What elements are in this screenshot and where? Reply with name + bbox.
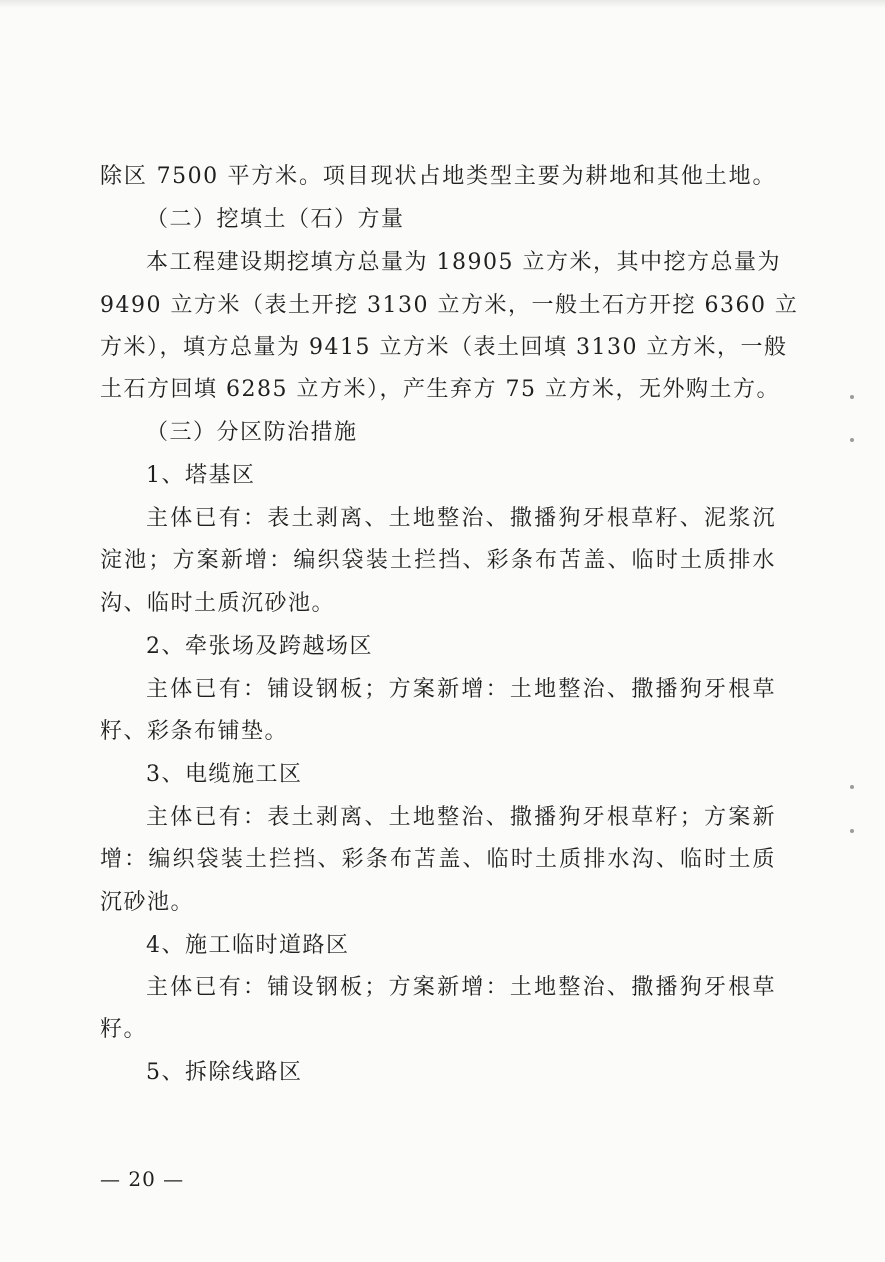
paragraph-line: 淀池；方案新增：编织袋装土拦挡、彩条布苫盖、临时土质排水: [100, 548, 776, 573]
subsection-heading: 1、塔基区: [146, 463, 256, 488]
scan-speck: [850, 829, 854, 833]
paragraph-line: 沟、临时土质沉砂池。: [100, 591, 336, 616]
paragraph-line: 除区 7500 平方米。项目现状占地类型主要为耕地和其他土地。: [100, 164, 776, 189]
scan-speck: [850, 785, 854, 789]
paragraph-line: 方米），填方总量为 9415 立方米（表土回填 3130 立方米，一般: [100, 335, 788, 360]
paragraph-line: 主体已有：表土剥离、土地整治、撒播狗牙根草籽；方案新: [146, 805, 776, 830]
subsection-heading: 4、施工临时道路区: [146, 933, 350, 958]
subsection-heading: 5、拆除线路区: [146, 1060, 303, 1085]
section-heading: （二）挖填土（石）方量: [146, 207, 405, 232]
paragraph-line: 沉砂池。: [100, 890, 195, 915]
paragraph-line: 主体已有：表土剥离、土地整治、撒播狗牙根草籽、泥浆沉: [146, 506, 776, 531]
paragraph-line: 土石方回填 6285 立方米），产生弃方 75 立方米，无外购土方。: [100, 377, 780, 402]
paragraph-line: 主体已有：铺设钢板；方案新增：土地整治、撒播狗牙根草: [146, 975, 776, 1000]
subsection-heading: 3、电缆施工区: [146, 762, 303, 787]
subsection-heading: 2、牵张场及跨越场区: [146, 634, 373, 659]
paragraph-line: 主体已有：铺设钢板；方案新增：土地整治、撒播狗牙根草: [146, 677, 776, 702]
paragraph-line: 本工程建设期挖填方总量为 18905 立方米，其中挖方总量为: [146, 250, 781, 275]
paragraph-line: 增：编织袋装土拦挡、彩条布苫盖、临时土质排水沟、临时土质: [100, 847, 776, 872]
page-number: — 20 —: [100, 1167, 185, 1191]
scan-speck: [850, 438, 854, 442]
paragraph-line: 籽、彩条布铺垫。: [100, 719, 289, 744]
section-heading: （三）分区防治措施: [146, 420, 358, 445]
scan-speck: [850, 395, 854, 399]
paragraph-line: 籽。: [100, 1017, 148, 1042]
scan-edge-shadow: [0, 0, 885, 8]
paragraph-line: 9490 立方米（表土开挖 3130 立方米，一般土石方开挖 6360 立: [100, 293, 799, 318]
